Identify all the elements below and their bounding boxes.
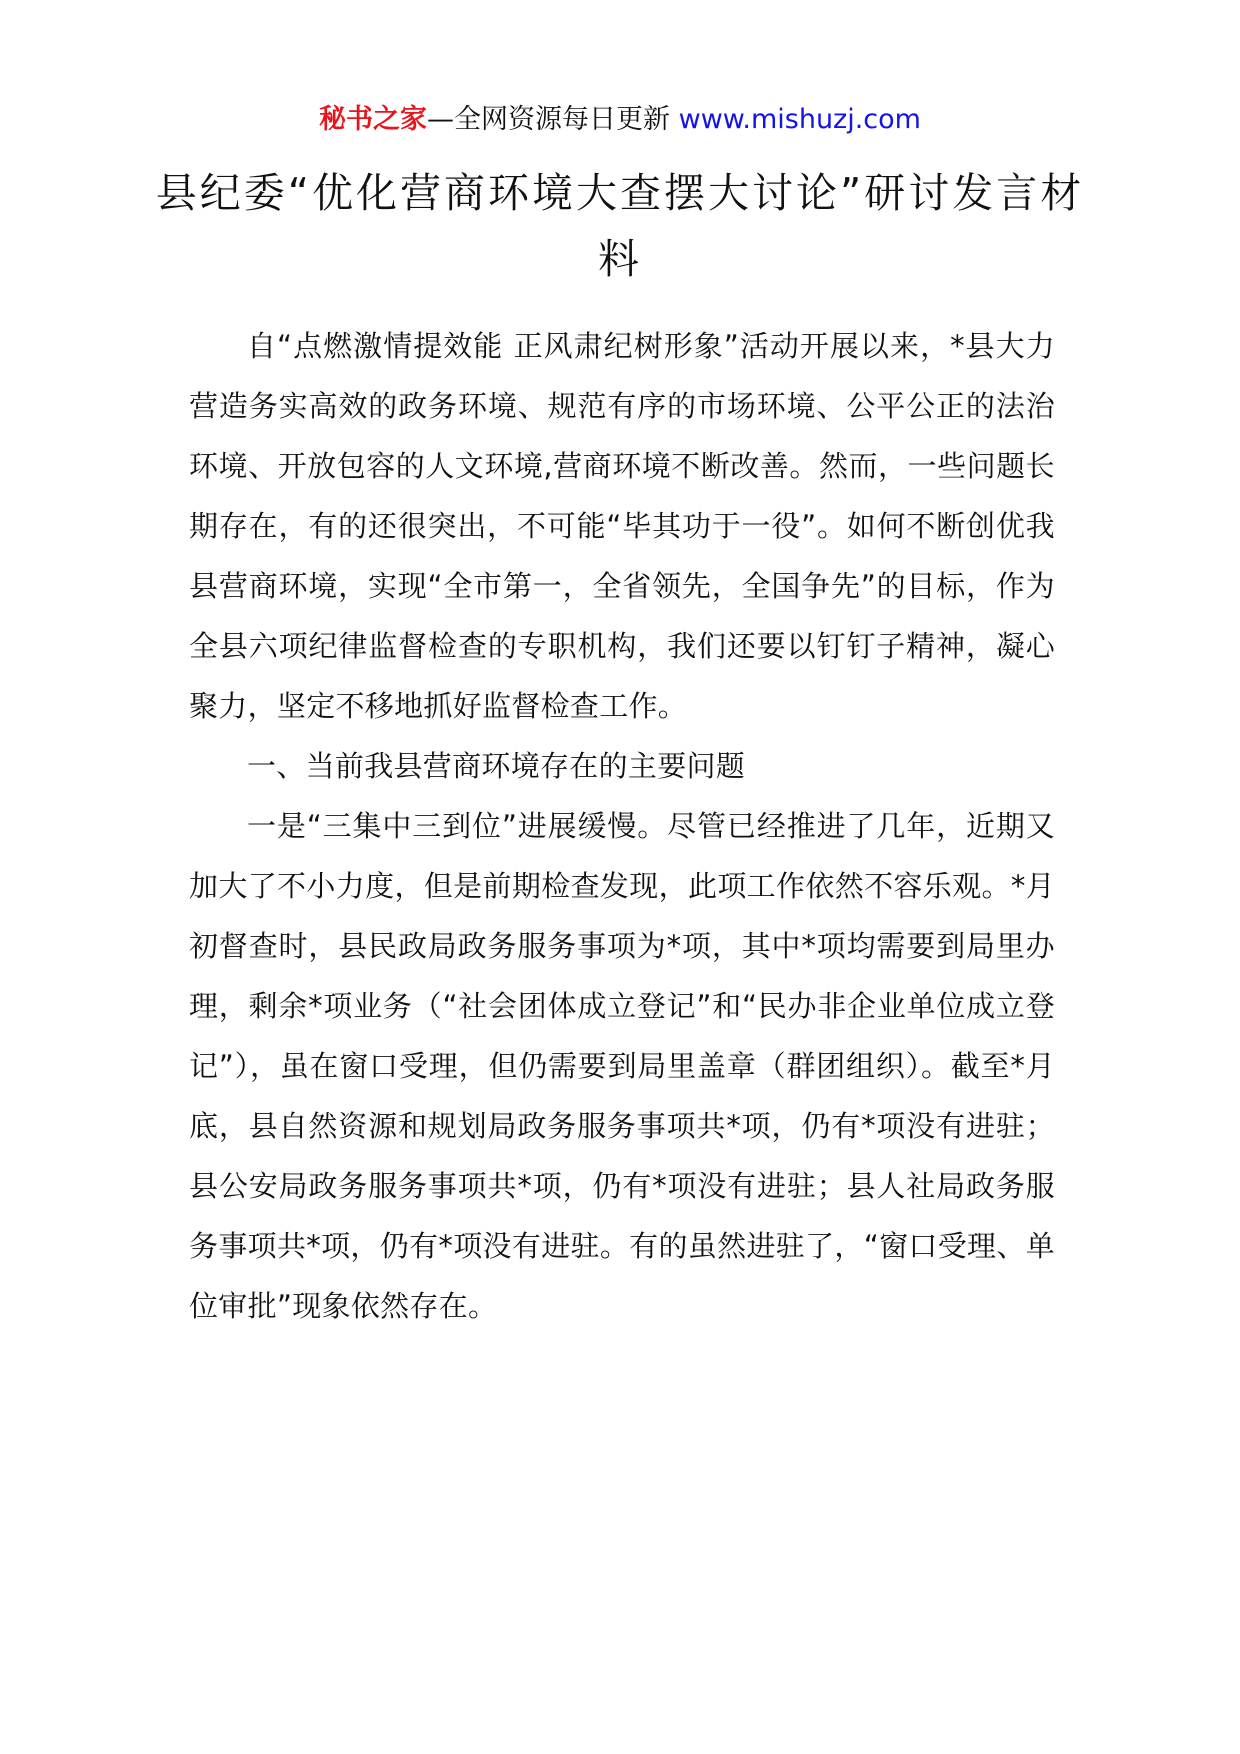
site-header xyxy=(0,100,1240,140)
document-title: 县纪委“优化营商环境大查摆大讨论”研讨发言材料 xyxy=(155,169,1085,283)
site-tagline: —全网资源每日更新 xyxy=(427,104,679,135)
body-paragraph-issue-one: 一是“三集中三到位”进展缓慢。尽管已经推进了几年，近期又加大了不小力度，但是前期检查发现，此项工作依然不容乐观。*月初督查时，县民政局政务服务事项为*项，其中*项均需要到局里办理，剩余*项业务（“社会团体成立登记”和“民办非企业单位成立登记”），虽在窗口受理，但仍需要到局里盖章（群团组织）。截至*月底，县自然资源和规划局政务服务事项共*项，仍有*项没有进驻；县公安局政务服务事项共*项，仍有*项没有进驻；县人社局政务服务事项共*项，仍有*项没有进驻。有的虽然进驻了，“窗口受理、单位审批”现象依然存在。 xyxy=(189,809,1055,1323)
body-paragraph-intro: 自“点燃激情提效能 正风肃纪树形象”活动开展以来，*县大力营造务实高效的政务环境、规范有序的市场环境、公平公正的法治环境、开放包容的人文环境,营商环境不断改善。然而，一些问题长期存在，有的还很突出，不可能“毕其功于一役”。如何不断创优我县营商环境，实现“全市第一，全省领先，全国争先”的目标，作为全县六项纪律监督检查的专职机构，我们还要以钉钉子精神，凝心聚力，坚定不移地抓好监督检查工作。 xyxy=(189,329,1055,723)
section-heading: 一、当前我县营商环境存在的主要问题 xyxy=(247,749,746,783)
site-url-link[interactable]: www.mishuzj.com xyxy=(678,104,921,135)
document-body xyxy=(189,316,1055,1336)
site-brand: 秘书之家 xyxy=(319,104,428,135)
